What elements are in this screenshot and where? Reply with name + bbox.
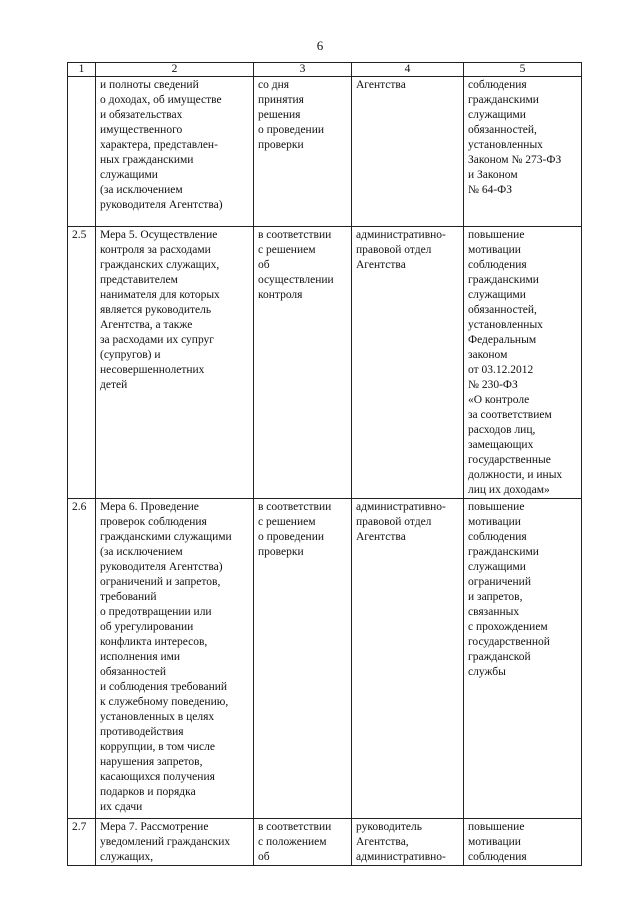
row-number: 2.5	[68, 227, 96, 499]
term-cell: в соответствии с решением о проведении проверки	[254, 499, 352, 819]
term-cell: в соответствии с решением об осуществлении контроля	[254, 227, 352, 499]
row-number	[68, 77, 96, 227]
result-cell: повышение мотивации соблюдения гражданскими служащими ограничений и запретов, связанных с прохождением государственной гражданской службы	[464, 499, 582, 819]
result-cell: повышение мотивации соблюдения гражданскими служащими обязанностей, установленных Федеральным законом от 03.12.2012 № 230-ФЗ «О контроле за соответствием расходов лиц, замещающих государственные должности, и иных лиц их доходам»	[464, 227, 582, 499]
executor-cell: административно- правовой отдел Агентства	[352, 499, 464, 819]
measure-cell: Мера 5. Осуществление контроля за расходами гражданских служащих, представителем нанимателя для которых является руководитель Агентства, а также за расходами их супруг (супругов) и несовершеннолетних детей	[96, 227, 254, 499]
column-header-5: 5	[464, 63, 582, 77]
result-cell: соблюдения гражданскими служащими обязанностей, установленных Законом № 273-ФЗ и Законом № 64-ФЗ	[464, 77, 582, 227]
table-row	[68, 227, 582, 499]
measure-cell: Мера 6. Проведение проверок соблюдения гражданскими служащими (за исключением руководителя Агентства) ограничений и запретов, требований о предотвращении или об урегулировании конфликта интересов, исполнения ими обязанностей и соблюдения требований к служебному поведению, установленных в целях противодействия коррупции, в том числе нарушения запретов, касающихся получения подарков и порядка их сдачи	[96, 499, 254, 819]
executor-cell: Агентства	[352, 77, 464, 227]
result-cell: повышение мотивации соблюдения	[464, 819, 582, 866]
column-header-3: 3	[254, 63, 352, 77]
measure-cell: и полноты сведений о доходах, об имуществе и обязательствах имущественного характера, представлен- ных гражданскими служащими (за исключением руководителя Агентства)	[96, 77, 254, 227]
term-cell: со дня принятия решения о проведении проверки	[254, 77, 352, 227]
table-row	[68, 819, 582, 866]
column-header-2: 2	[96, 63, 254, 77]
term-cell: в соответствии с положением об	[254, 819, 352, 866]
measures-table	[67, 62, 582, 866]
table-header-row	[68, 63, 582, 77]
row-number: 2.7	[68, 819, 96, 866]
executor-cell: административно- правовой отдел Агентства	[352, 227, 464, 499]
measure-cell: Мера 7. Рассмотрение уведомлений гражданских служащих,	[96, 819, 254, 866]
row-number: 2.6	[68, 499, 96, 819]
table-row	[68, 499, 582, 819]
page-number: 6	[316, 38, 324, 53]
table-row	[68, 77, 582, 227]
column-header-1: 1	[68, 63, 96, 77]
column-header-4: 4	[352, 63, 464, 77]
executor-cell: руководитель Агентства, административно-	[352, 819, 464, 866]
